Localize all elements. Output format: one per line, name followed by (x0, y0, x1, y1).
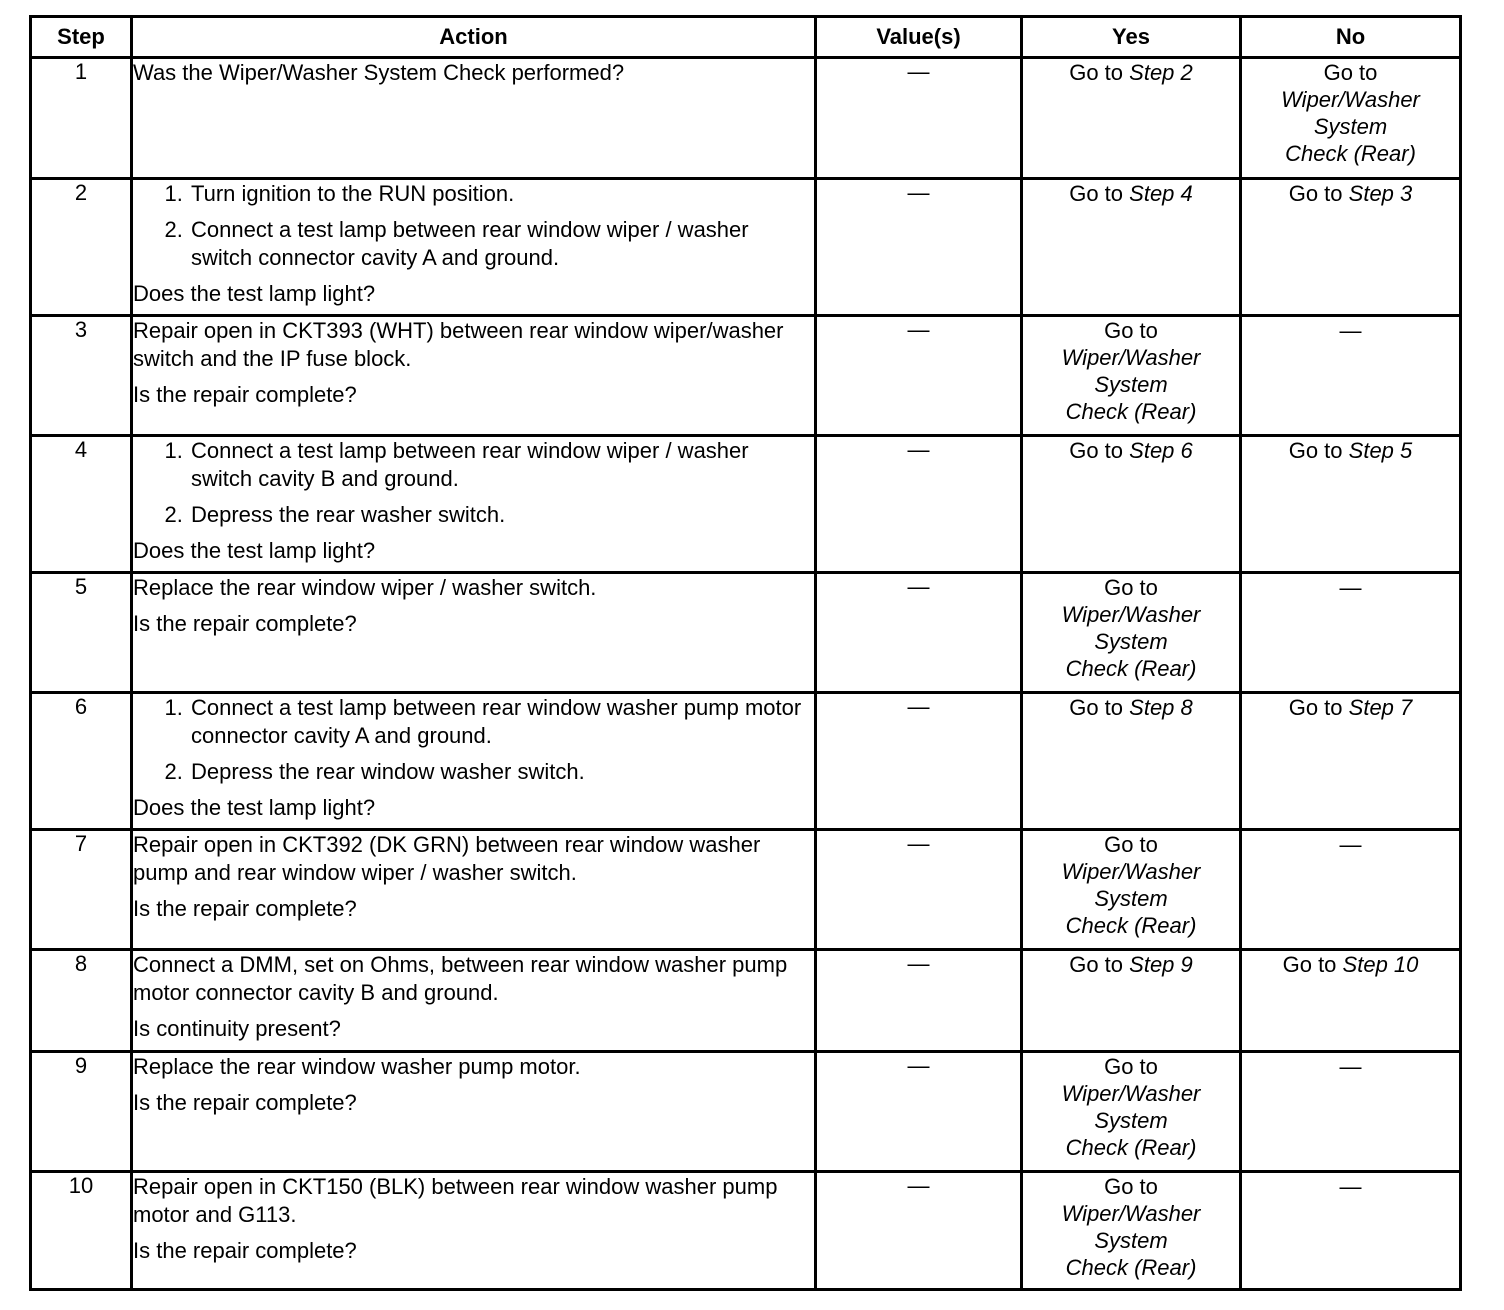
action-cell (132, 58, 816, 179)
table-row (31, 693, 1461, 830)
no-cell: — (1241, 573, 1461, 693)
table-row (31, 58, 1461, 179)
yes-cell (1022, 436, 1241, 573)
step-number: 10 (31, 1172, 132, 1290)
value-cell: — (816, 436, 1022, 573)
no-cell: — (1241, 1052, 1461, 1172)
action-question: Was the Wiper/Washer System Check performed? (133, 60, 625, 85)
step-number: 2 (31, 179, 132, 316)
value-cell: — (816, 573, 1022, 693)
value-cell: — (816, 830, 1022, 950)
no-cell (1241, 179, 1461, 316)
goto-text: Go to (1069, 952, 1124, 977)
action-item: Connect a test lamp between rear window wiper / washer switch cavity B and ground. (191, 438, 749, 491)
table-row (31, 830, 1461, 950)
value-cell: — (816, 1052, 1022, 1172)
action-cell (132, 573, 816, 693)
table-row (31, 436, 1461, 573)
action-question: Does the test lamp light? (133, 538, 376, 563)
value-cell: — (816, 179, 1022, 316)
goto-step: Step 10 (1342, 952, 1419, 977)
goto-text: Go to (1104, 1054, 1158, 1079)
action-text: Repair open in CKT392 (DK GRN) between rear window washer pump and rear window wiper / washer switch. (133, 832, 761, 885)
goto-step: Step 7 (1348, 695, 1413, 720)
goto-check-line: Check (Rear) (1065, 913, 1197, 938)
header-action: Action (132, 17, 816, 58)
table-row (31, 316, 1461, 436)
yes-cell (1022, 693, 1241, 830)
header-step: Step (31, 17, 132, 58)
action-cell (132, 830, 816, 950)
action-question: Does the test lamp light? (133, 281, 376, 306)
goto-step: Step 9 (1129, 952, 1193, 977)
action-text: Replace the rear window washer pump motor. (133, 1054, 581, 1079)
yes-cell (1022, 1172, 1241, 1290)
goto-text: Go to (1104, 318, 1158, 343)
goto-step: Step 2 (1129, 60, 1193, 85)
header-values: Value(s) (816, 17, 1022, 58)
goto-text: Go to (1288, 695, 1343, 720)
goto-text: Go to (1104, 1174, 1158, 1199)
goto-check-line: Wiper/Washer (1281, 87, 1420, 112)
step-number: 4 (31, 436, 132, 573)
goto-check-line: Check (Rear) (1065, 656, 1197, 681)
table-row (31, 1172, 1461, 1290)
goto-check-line: Check (Rear) (1065, 1135, 1197, 1160)
table-row (31, 950, 1461, 1052)
no-cell (1241, 436, 1461, 573)
action-text: Replace the rear window wiper / washer switch. (133, 575, 597, 600)
yes-cell (1022, 179, 1241, 316)
action-question: Does the test lamp light? (133, 795, 376, 820)
goto-check-line: Wiper/Washer (1061, 602, 1201, 627)
goto-step: Step 3 (1348, 181, 1413, 206)
action-cell: 1. Connect a test lamp between rear window washer pump motor connector cavity A and ground. 2. Depress the rear window washer switch. Does the test lamp light? (132, 693, 816, 830)
action-text: Repair open in CKT393 (WHT) between rear window wiper/washer switch and the IP fuse block. (133, 318, 784, 371)
action-cell: 1. Connect a test lamp between rear window wiper / washer switch cavity B and ground. 2. Depress the rear washer switch. Does the test lamp light? (132, 436, 816, 573)
action-item: Connect a test lamp between rear window wiper / washer switch connector cavity A and ground. (191, 217, 749, 270)
value-cell: — (816, 58, 1022, 179)
action-cell (132, 316, 816, 436)
goto-check-line: Wiper/Washer (1061, 1201, 1201, 1226)
goto-text: Go to (1288, 438, 1343, 463)
goto-check-line: Check (Rear) (1065, 1255, 1197, 1280)
goto-check-line: Wiper/Washer (1061, 859, 1201, 884)
table-row (31, 1052, 1461, 1172)
goto-check-line: System (1313, 114, 1388, 139)
no-cell: — (1241, 830, 1461, 950)
goto-text: Go to (1323, 60, 1378, 85)
goto-check-line: System (1094, 372, 1168, 397)
diagnostic-table (29, 15, 1462, 1291)
table-row (31, 573, 1461, 693)
action-question: Is the repair complete? (133, 382, 357, 407)
goto-check-line: System (1094, 886, 1168, 911)
action-cell (132, 950, 816, 1052)
value-cell: — (816, 1172, 1022, 1290)
goto-check-line: Check (Rear) (1065, 399, 1197, 424)
value-cell: — (816, 950, 1022, 1052)
goto-check-line: Check (Rear) (1285, 141, 1416, 166)
header-no: No (1241, 17, 1461, 58)
action-item: Turn ignition to the RUN position. (191, 181, 515, 206)
table-row (31, 179, 1461, 316)
step-number: 1 (31, 58, 132, 179)
action-cell: 1. Turn ignition to the RUN position. 2. Connect a test lamp between rear window wiper / washer switch connector cavity A and ground. Does the test lamp light? (132, 179, 816, 316)
yes-cell (1022, 316, 1241, 436)
value-cell: — (816, 316, 1022, 436)
action-item: Depress the rear window washer switch. (191, 759, 585, 784)
goto-step: Step 5 (1348, 438, 1413, 463)
action-question: Is continuity present? (133, 1016, 341, 1041)
no-cell (1241, 58, 1461, 179)
goto-check-line: Wiper/Washer (1061, 1081, 1201, 1106)
step-number: 3 (31, 316, 132, 436)
goto-text: Go to (1282, 952, 1337, 977)
step-number: 9 (31, 1052, 132, 1172)
goto-text: Go to (1069, 60, 1124, 85)
goto-check-line: System (1094, 629, 1168, 654)
action-cell (132, 1172, 816, 1290)
goto-check-line: System (1094, 1108, 1168, 1133)
value-cell: — (816, 693, 1022, 830)
step-number: 8 (31, 950, 132, 1052)
action-item: Depress the rear washer switch. (191, 502, 506, 527)
action-cell (132, 1052, 816, 1172)
goto-text: Go to (1288, 181, 1343, 206)
no-cell: — (1241, 316, 1461, 436)
action-text: Connect a DMM, set on Ohms, between rear window washer pump motor connector cavity B and ground. (133, 952, 788, 1005)
goto-text: Go to (1069, 695, 1124, 720)
action-question: Is the repair complete? (133, 896, 357, 921)
action-question: Is the repair complete? (133, 611, 357, 636)
goto-step: Step 4 (1129, 181, 1193, 206)
goto-text: Go to (1069, 438, 1124, 463)
goto-check-line: System (1094, 1228, 1168, 1253)
step-number: 5 (31, 573, 132, 693)
step-number: 7 (31, 830, 132, 950)
action-question: Is the repair complete? (133, 1238, 357, 1263)
yes-cell (1022, 58, 1241, 179)
yes-cell (1022, 573, 1241, 693)
goto-check-line: Wiper/Washer (1061, 345, 1201, 370)
goto-text: Go to (1104, 575, 1158, 600)
action-question: Is the repair complete? (133, 1090, 357, 1115)
no-cell (1241, 693, 1461, 830)
header-row (31, 17, 1461, 58)
header-yes: Yes (1022, 17, 1241, 58)
goto-text: Go to (1069, 181, 1124, 206)
goto-step: Step 8 (1129, 695, 1193, 720)
no-cell (1241, 950, 1461, 1052)
step-number: 6 (31, 693, 132, 830)
yes-cell (1022, 950, 1241, 1052)
action-item: Connect a test lamp between rear window washer pump motor connector cavity A and ground. (191, 695, 802, 748)
action-text: Repair open in CKT150 (BLK) between rear window washer pump motor and G113. (133, 1174, 778, 1227)
no-cell: — (1241, 1172, 1461, 1290)
yes-cell (1022, 830, 1241, 950)
yes-cell (1022, 1052, 1241, 1172)
goto-step: Step 6 (1129, 438, 1193, 463)
goto-text: Go to (1104, 832, 1158, 857)
